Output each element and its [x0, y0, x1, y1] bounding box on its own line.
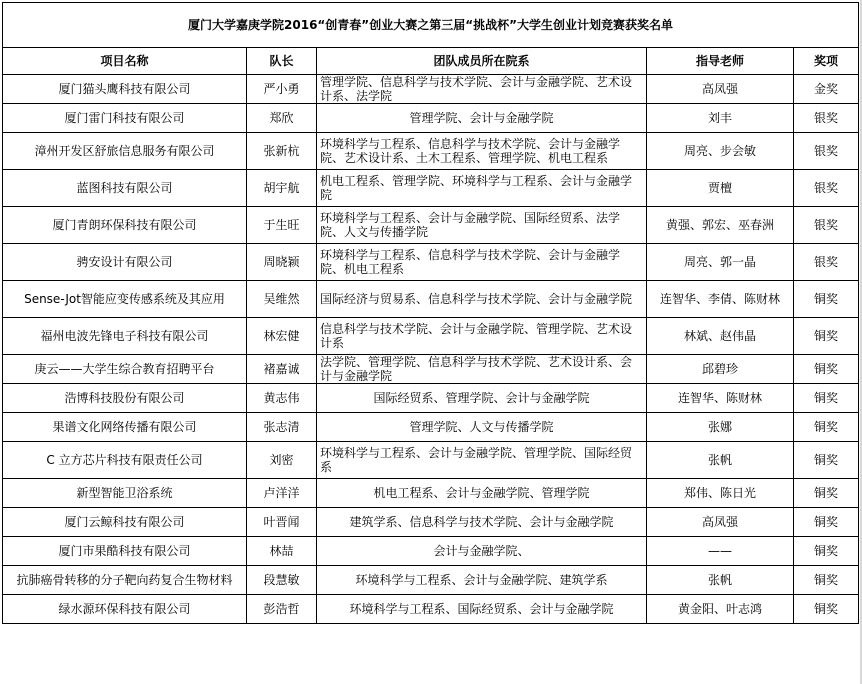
award-cell[interactable]: 银奖 — [794, 244, 859, 281]
leader-cell[interactable]: 黄志伟 — [247, 384, 317, 413]
table-row — [3, 595, 859, 624]
advisor-cell[interactable]: 连智华、李倩、陈财林 — [647, 281, 794, 318]
leader-cell[interactable]: 叶晋闻 — [247, 508, 317, 537]
award-cell[interactable]: 铜奖 — [794, 281, 859, 318]
table-row — [3, 133, 859, 170]
project-cell[interactable]: 骋安设计有限公司 — [3, 244, 247, 281]
award-cell[interactable]: 银奖 — [794, 207, 859, 244]
table-row — [3, 207, 859, 244]
departments-cell[interactable]: 法学院、管理学院、信息科学与技术学院、艺术设计系、会计与金融学院 — [317, 355, 647, 384]
advisor-cell[interactable]: 高凤强 — [647, 75, 794, 104]
award-cell[interactable]: 银奖 — [794, 170, 859, 207]
leader-cell[interactable]: 林宏健 — [247, 318, 317, 355]
project-cell[interactable]: 漳州开发区舒旅信息服务有限公司 — [3, 133, 247, 170]
advisor-cell[interactable]: 刘丰 — [647, 104, 794, 133]
departments-cell[interactable]: 机电工程系、会计与金融学院、管理学院 — [317, 479, 647, 508]
departments-cell[interactable]: 管理学院、会计与金融学院 — [317, 104, 647, 133]
award-cell[interactable]: 铜奖 — [794, 595, 859, 624]
project-cell[interactable]: 福州电波先锋电子科技有限公司 — [3, 318, 247, 355]
award-cell[interactable]: 铜奖 — [794, 566, 859, 595]
leader-cell[interactable]: 周晓颖 — [247, 244, 317, 281]
departments-cell[interactable]: 环境科学与工程系、信息科学与技术学院、会计与金融学院、机电工程系 — [317, 244, 647, 281]
project-cell[interactable]: 厦门猫头鹰科技有限公司 — [3, 75, 247, 104]
award-cell[interactable]: 银奖 — [794, 133, 859, 170]
departments-cell[interactable]: 环境科学与工程系、会计与金融学院、管理学院、国际经贸系 — [317, 442, 647, 479]
departments-cell[interactable]: 环境科学与工程系、会计与金融学院、建筑学系 — [317, 566, 647, 595]
project-cell[interactable]: 厦门青朗环保科技有限公司 — [3, 207, 247, 244]
advisor-cell[interactable]: 郑伟、陈日光 — [647, 479, 794, 508]
project-cell[interactable]: Sense-Jot智能应变传感系统及其应用 — [3, 281, 247, 318]
table-row — [3, 537, 859, 566]
leader-cell[interactable]: 林喆 — [247, 537, 317, 566]
table-row — [3, 244, 859, 281]
leader-cell[interactable]: 段慧敏 — [247, 566, 317, 595]
award-cell[interactable]: 铜奖 — [794, 479, 859, 508]
leader-cell[interactable]: 张志清 — [247, 413, 317, 442]
project-cell[interactable]: 浩博科技股份有限公司 — [3, 384, 247, 413]
advisor-cell[interactable]: 张娜 — [647, 413, 794, 442]
table-row — [3, 355, 859, 384]
header-leader: 队长 — [247, 48, 317, 75]
departments-cell[interactable]: 国际经济与贸易系、信息科学与技术学院、会计与金融学院 — [317, 281, 647, 318]
advisor-cell[interactable]: 周亮、步会敏 — [647, 133, 794, 170]
advisor-cell[interactable]: 黄金阳、叶志鸿 — [647, 595, 794, 624]
advisor-cell[interactable]: 林斌、赵伟晶 — [647, 318, 794, 355]
header-project: 项目名称 — [3, 48, 247, 75]
leader-cell[interactable]: 胡宇航 — [247, 170, 317, 207]
leader-cell[interactable]: 郑欣 — [247, 104, 317, 133]
table-row — [3, 104, 859, 133]
advisor-cell[interactable]: 高凤强 — [647, 508, 794, 537]
leader-cell[interactable]: 刘密 — [247, 442, 317, 479]
departments-cell[interactable]: 建筑学系、信息科学与技术学院、会计与金融学院 — [317, 508, 647, 537]
advisor-cell[interactable]: 黄强、郭宏、巫春洲 — [647, 207, 794, 244]
departments-cell[interactable]: 环境科学与工程系、信息科学与技术学院、会计与金融学院、艺术设计系、土木工程系、管理学院、机电工程系 — [317, 133, 647, 170]
table-row — [3, 75, 859, 104]
departments-cell[interactable]: 信息科学与技术学院、会计与金融学院、管理学院、艺术设计系 — [317, 318, 647, 355]
header-award: 奖项 — [794, 48, 859, 75]
award-cell[interactable]: 铜奖 — [794, 508, 859, 537]
table-row — [3, 318, 859, 355]
project-cell[interactable]: 厦门市果酷科技有限公司 — [3, 537, 247, 566]
award-cell[interactable]: 铜奖 — [794, 355, 859, 384]
project-cell[interactable]: C 立方芯片科技有限责任公司 — [3, 442, 247, 479]
advisor-cell[interactable]: 邱碧珍 — [647, 355, 794, 384]
award-cell[interactable]: 铜奖 — [794, 442, 859, 479]
award-cell[interactable]: 铜奖 — [794, 384, 859, 413]
header-row — [3, 48, 859, 75]
award-cell[interactable]: 银奖 — [794, 104, 859, 133]
table-row — [3, 508, 859, 537]
departments-cell[interactable]: 环境科学与工程系、国际经贸系、会计与金融学院 — [317, 595, 647, 624]
leader-cell[interactable]: 彭浩哲 — [247, 595, 317, 624]
leader-cell[interactable]: 卢洋洋 — [247, 479, 317, 508]
leader-cell[interactable]: 严小勇 — [247, 75, 317, 104]
award-cell[interactable]: 铜奖 — [794, 413, 859, 442]
departments-cell[interactable]: 管理学院、信息科学与技术学院、会计与金融学院、艺术设计系、法学院 — [317, 75, 647, 104]
award-cell[interactable]: 金奖 — [794, 75, 859, 104]
project-cell[interactable]: 庚云——大学生综合教育招聘平台 — [3, 355, 247, 384]
award-cell[interactable]: 铜奖 — [794, 318, 859, 355]
award-cell[interactable]: 铜奖 — [794, 537, 859, 566]
table-row — [3, 170, 859, 207]
advisor-cell[interactable]: 贾檀 — [647, 170, 794, 207]
table-row — [3, 413, 859, 442]
project-cell[interactable]: 蓝图科技有限公司 — [3, 170, 247, 207]
table-row — [3, 384, 859, 413]
departments-cell[interactable]: 会计与金融学院、 — [317, 537, 647, 566]
leader-cell[interactable]: 于生旺 — [247, 207, 317, 244]
advisor-cell[interactable]: 张帆 — [647, 566, 794, 595]
award-table — [2, 2, 859, 624]
project-cell[interactable]: 新型智能卫浴系统 — [3, 479, 247, 508]
leader-cell[interactable]: 张新杭 — [247, 133, 317, 170]
departments-cell[interactable]: 机电工程系、管理学院、环境科学与工程系、会计与金融学院 — [317, 170, 647, 207]
project-cell[interactable]: 厦门雷门科技有限公司 — [3, 104, 247, 133]
table-row — [3, 566, 859, 595]
header-departments: 团队成员所在院系 — [317, 48, 647, 75]
leader-cell[interactable]: 褚嘉诚 — [247, 355, 317, 384]
departments-cell[interactable]: 管理学院、人文与传播学院 — [317, 413, 647, 442]
advisor-cell[interactable]: 张帆 — [647, 442, 794, 479]
table-row — [3, 281, 859, 318]
project-cell[interactable]: 厦门云鲸科技有限公司 — [3, 508, 247, 537]
advisor-cell[interactable]: 连智华、陈财林 — [647, 384, 794, 413]
departments-cell[interactable]: 环境科学与工程系、会计与金融学院、国际经贸系、法学院、人文与传播学院 — [317, 207, 647, 244]
project-cell[interactable]: 抗肺癌骨转移的分子靶向药复合生物材料 — [3, 566, 247, 595]
project-cell[interactable]: 果谱文化网络传播有限公司 — [3, 413, 247, 442]
table-title: 厦门大学嘉庚学院2016“创青春”创业大赛之第三届“挑战杯”大学生创业计划竞赛获奖名单 — [3, 3, 859, 48]
table-row — [3, 442, 859, 479]
advisor-cell[interactable]: 周亮、郭一晶 — [647, 244, 794, 281]
header-advisor: 指导老师 — [647, 48, 794, 75]
advisor-cell[interactable]: —— — [647, 537, 794, 566]
leader-cell[interactable]: 吴维然 — [247, 281, 317, 318]
table-row — [3, 479, 859, 508]
departments-cell[interactable]: 国际经贸系、管理学院、会计与金融学院 — [317, 384, 647, 413]
project-cell[interactable]: 绿水源环保科技有限公司 — [3, 595, 247, 624]
